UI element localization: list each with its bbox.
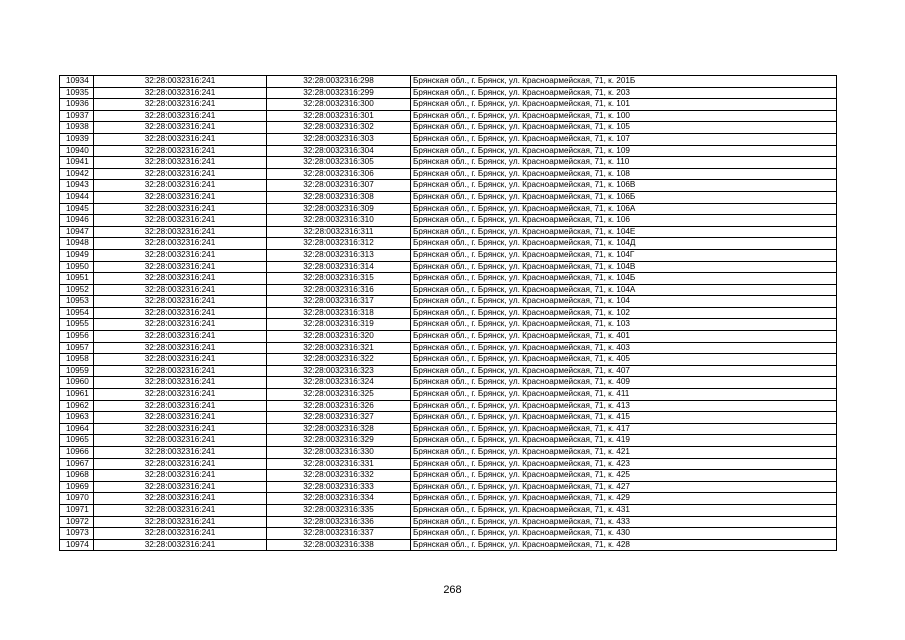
- address-cell: Брянская обл., г. Брянск, ул. Красноармейская, 71, к. 415: [411, 412, 837, 424]
- table-row: [60, 447, 837, 459]
- table-row: [60, 203, 837, 215]
- parent-cadastral-number-cell: 32:28:0032316:241: [94, 389, 267, 401]
- parent-cadastral-number-cell: 32:28:0032316:241: [94, 458, 267, 470]
- address-cell: Брянская обл., г. Брянск, ул. Красноармейская, 71, к. 428: [411, 539, 837, 551]
- parent-cadastral-number-cell: 32:28:0032316:241: [94, 516, 267, 528]
- address-cell: Брянская обл., г. Брянск, ул. Красноармейская, 71, к. 108: [411, 168, 837, 180]
- row-number-cell: 10962: [60, 400, 94, 412]
- cadastral-number-cell: 32:28:0032316:301: [267, 110, 411, 122]
- row-number-cell: 10965: [60, 435, 94, 447]
- parent-cadastral-number-cell: 32:28:0032316:241: [94, 122, 267, 134]
- address-cell: Брянская обл., г. Брянск, ул. Красноармейская, 71, к. 101: [411, 99, 837, 111]
- address-cell: Брянская обл., г. Брянск, ул. Красноармейская, 71, к. 409: [411, 377, 837, 389]
- cadastral-number-cell: 32:28:0032316:334: [267, 493, 411, 505]
- cadastral-number-cell: 32:28:0032316:300: [267, 99, 411, 111]
- table-row: [60, 458, 837, 470]
- row-number-cell: 10966: [60, 447, 94, 459]
- parent-cadastral-number-cell: 32:28:0032316:241: [94, 354, 267, 366]
- parent-cadastral-number-cell: 32:28:0032316:241: [94, 180, 267, 192]
- address-cell: Брянская обл., г. Брянск, ул. Красноармейская, 71, к. 109: [411, 145, 837, 157]
- cadastral-number-cell: 32:28:0032316:332: [267, 470, 411, 482]
- table-row: [60, 238, 837, 250]
- cadastral-number-cell: 32:28:0032316:309: [267, 203, 411, 215]
- row-number-cell: 10954: [60, 307, 94, 319]
- cadastral-number-cell: 32:28:0032316:307: [267, 180, 411, 192]
- cadastral-number-cell: 32:28:0032316:314: [267, 261, 411, 273]
- cadastral-number-cell: 32:28:0032316:321: [267, 342, 411, 354]
- table-row: [60, 226, 837, 238]
- cadastral-number-cell: 32:28:0032316:323: [267, 365, 411, 377]
- address-cell: Брянская обл., г. Брянск, ул. Красноармейская, 71, к. 403: [411, 342, 837, 354]
- parent-cadastral-number-cell: 32:28:0032316:241: [94, 203, 267, 215]
- table-row: [60, 273, 837, 285]
- address-cell: Брянская обл., г. Брянск, ул. Красноармейская, 71, к. 106Б: [411, 191, 837, 203]
- row-number-cell: 10946: [60, 215, 94, 227]
- cadastral-number-cell: 32:28:0032316:333: [267, 481, 411, 493]
- row-number-cell: 10953: [60, 296, 94, 308]
- address-cell: Брянская обл., г. Брянск, ул. Красноармейская, 71, к. 100: [411, 110, 837, 122]
- row-number-cell: 10936: [60, 99, 94, 111]
- cadastral-number-cell: 32:28:0032316:328: [267, 423, 411, 435]
- row-number-cell: 10941: [60, 157, 94, 169]
- row-number-cell: 10952: [60, 284, 94, 296]
- cadastral-number-cell: 32:28:0032316:303: [267, 133, 411, 145]
- parent-cadastral-number-cell: 32:28:0032316:241: [94, 365, 267, 377]
- row-number-cell: 10960: [60, 377, 94, 389]
- table-row: [60, 354, 837, 366]
- cadastral-number-cell: 32:28:0032316:317: [267, 296, 411, 308]
- page-number: 268: [443, 584, 462, 596]
- row-number-cell: 10944: [60, 191, 94, 203]
- table-row: [60, 528, 837, 540]
- row-number-cell: 10970: [60, 493, 94, 505]
- parent-cadastral-number-cell: 32:28:0032316:241: [94, 342, 267, 354]
- table-row: [60, 319, 837, 331]
- cadastral-number-cell: 32:28:0032316:299: [267, 87, 411, 99]
- address-cell: Брянская обл., г. Брянск, ул. Красноармейская, 71, к. 104: [411, 296, 837, 308]
- table-row: [60, 435, 837, 447]
- row-number-cell: 10968: [60, 470, 94, 482]
- cadastral-number-cell: 32:28:0032316:306: [267, 168, 411, 180]
- parent-cadastral-number-cell: 32:28:0032316:241: [94, 191, 267, 203]
- table-row: [60, 122, 837, 134]
- parent-cadastral-number-cell: 32:28:0032316:241: [94, 215, 267, 227]
- row-number-cell: 10964: [60, 423, 94, 435]
- cadastral-number-cell: 32:28:0032316:305: [267, 157, 411, 169]
- address-cell: Брянская обл., г. Брянск, ул. Красноармейская, 71, к. 102: [411, 307, 837, 319]
- address-cell: Брянская обл., г. Брянск, ул. Красноармейская, 71, к. 107: [411, 133, 837, 145]
- table-row: [60, 110, 837, 122]
- cadastral-number-cell: 32:28:0032316:304: [267, 145, 411, 157]
- cadastral-number-cell: 32:28:0032316:337: [267, 528, 411, 540]
- table-row: [60, 365, 837, 377]
- address-cell: Брянская обл., г. Брянск, ул. Красноармейская, 71, к. 433: [411, 516, 837, 528]
- table-row: [60, 423, 837, 435]
- table-row: [60, 493, 837, 505]
- table-row: [60, 331, 837, 343]
- address-cell: Брянская обл., г. Брянск, ул. Красноармейская, 71, к. 201Б: [411, 76, 837, 88]
- row-number-cell: 10938: [60, 122, 94, 134]
- table-row: [60, 180, 837, 192]
- cadastral-number-cell: 32:28:0032316:326: [267, 400, 411, 412]
- address-cell: Брянская обл., г. Брянск, ул. Красноармейская, 71, к. 104Г: [411, 249, 837, 261]
- cadastral-number-cell: 32:28:0032316:313: [267, 249, 411, 261]
- parent-cadastral-number-cell: 32:28:0032316:241: [94, 435, 267, 447]
- parent-cadastral-number-cell: 32:28:0032316:241: [94, 145, 267, 157]
- address-cell: Брянская обл., г. Брянск, ул. Красноармейская, 71, к. 104Б: [411, 273, 837, 285]
- address-cell: Брянская обл., г. Брянск, ул. Красноармейская, 71, к. 427: [411, 481, 837, 493]
- address-cell: Брянская обл., г. Брянск, ул. Красноармейская, 71, к. 104Е: [411, 226, 837, 238]
- address-cell: Брянская обл., г. Брянск, ул. Красноармейская, 71, к. 407: [411, 365, 837, 377]
- row-number-cell: 10959: [60, 365, 94, 377]
- row-number-cell: 10949: [60, 249, 94, 261]
- cadastral-number-cell: 32:28:0032316:338: [267, 539, 411, 551]
- row-number-cell: 10961: [60, 389, 94, 401]
- table-row: [60, 481, 837, 493]
- address-cell: Брянская обл., г. Брянск, ул. Красноармейская, 71, к. 105: [411, 122, 837, 134]
- row-number-cell: 10957: [60, 342, 94, 354]
- address-cell: Брянская обл., г. Брянск, ул. Красноармейская, 71, к. 110: [411, 157, 837, 169]
- cadastral-number-cell: 32:28:0032316:302: [267, 122, 411, 134]
- address-cell: Брянская обл., г. Брянск, ул. Красноармейская, 71, к. 423: [411, 458, 837, 470]
- row-number-cell: 10942: [60, 168, 94, 180]
- cadastral-number-cell: 32:28:0032316:298: [267, 76, 411, 88]
- address-cell: Брянская обл., г. Брянск, ул. Красноармейская, 71, к. 413: [411, 400, 837, 412]
- row-number-cell: 10967: [60, 458, 94, 470]
- table-row: [60, 342, 837, 354]
- table-row: [60, 504, 837, 516]
- cadastral-number-cell: 32:28:0032316:308: [267, 191, 411, 203]
- address-cell: Брянская обл., г. Брянск, ул. Красноармейская, 71, к. 106В: [411, 180, 837, 192]
- cadastral-number-cell: 32:28:0032316:330: [267, 447, 411, 459]
- parent-cadastral-number-cell: 32:28:0032316:241: [94, 481, 267, 493]
- address-cell: Брянская обл., г. Брянск, ул. Красноармейская, 71, к. 401: [411, 331, 837, 343]
- row-number-cell: 10971: [60, 504, 94, 516]
- parent-cadastral-number-cell: 32:28:0032316:241: [94, 493, 267, 505]
- address-cell: Брянская обл., г. Брянск, ул. Красноармейская, 71, к. 203: [411, 87, 837, 99]
- cadastral-number-cell: 32:28:0032316:331: [267, 458, 411, 470]
- parent-cadastral-number-cell: 32:28:0032316:241: [94, 157, 267, 169]
- parent-cadastral-number-cell: 32:28:0032316:241: [94, 504, 267, 516]
- row-number-cell: 10947: [60, 226, 94, 238]
- row-number-cell: 10935: [60, 87, 94, 99]
- parent-cadastral-number-cell: 32:28:0032316:241: [94, 238, 267, 250]
- parent-cadastral-number-cell: 32:28:0032316:241: [94, 319, 267, 331]
- cadastral-number-cell: 32:28:0032316:336: [267, 516, 411, 528]
- cadastral-number-cell: 32:28:0032316:325: [267, 389, 411, 401]
- row-number-cell: 10937: [60, 110, 94, 122]
- cadastral-number-cell: 32:28:0032316:310: [267, 215, 411, 227]
- property-table: [59, 75, 837, 551]
- table-row: [60, 133, 837, 145]
- row-number-cell: 10972: [60, 516, 94, 528]
- row-number-cell: 10940: [60, 145, 94, 157]
- parent-cadastral-number-cell: 32:28:0032316:241: [94, 99, 267, 111]
- address-cell: Брянская обл., г. Брянск, ул. Красноармейская, 71, к. 104В: [411, 261, 837, 273]
- parent-cadastral-number-cell: 32:28:0032316:241: [94, 133, 267, 145]
- table-row: [60, 400, 837, 412]
- parent-cadastral-number-cell: 32:28:0032316:241: [94, 76, 267, 88]
- row-number-cell: 10969: [60, 481, 94, 493]
- table-row: [60, 261, 837, 273]
- row-number-cell: 10958: [60, 354, 94, 366]
- row-number-cell: 10934: [60, 76, 94, 88]
- parent-cadastral-number-cell: 32:28:0032316:241: [94, 226, 267, 238]
- cadastral-number-cell: 32:28:0032316:320: [267, 331, 411, 343]
- parent-cadastral-number-cell: 32:28:0032316:241: [94, 377, 267, 389]
- row-number-cell: 10973: [60, 528, 94, 540]
- cadastral-number-cell: 32:28:0032316:312: [267, 238, 411, 250]
- table-row: [60, 249, 837, 261]
- row-number-cell: 10974: [60, 539, 94, 551]
- table-row: [60, 412, 837, 424]
- parent-cadastral-number-cell: 32:28:0032316:241: [94, 284, 267, 296]
- table-row: [60, 377, 837, 389]
- row-number-cell: 10945: [60, 203, 94, 215]
- parent-cadastral-number-cell: 32:28:0032316:241: [94, 296, 267, 308]
- row-number-cell: 10950: [60, 261, 94, 273]
- address-cell: Брянская обл., г. Брянск, ул. Красноармейская, 71, к. 411: [411, 389, 837, 401]
- row-number-cell: 10963: [60, 412, 94, 424]
- cadastral-number-cell: 32:28:0032316:316: [267, 284, 411, 296]
- parent-cadastral-number-cell: 32:28:0032316:241: [94, 261, 267, 273]
- row-number-cell: 10939: [60, 133, 94, 145]
- parent-cadastral-number-cell: 32:28:0032316:241: [94, 528, 267, 540]
- cadastral-number-cell: 32:28:0032316:324: [267, 377, 411, 389]
- table-row: [60, 296, 837, 308]
- table-row: [60, 99, 837, 111]
- parent-cadastral-number-cell: 32:28:0032316:241: [94, 110, 267, 122]
- address-cell: Брянская обл., г. Брянск, ул. Красноармейская, 71, к. 104А: [411, 284, 837, 296]
- table-row: [60, 87, 837, 99]
- address-cell: Брянская обл., г. Брянск, ул. Красноармейская, 71, к. 405: [411, 354, 837, 366]
- row-number-cell: 10943: [60, 180, 94, 192]
- address-cell: Брянская обл., г. Брянск, ул. Красноармейская, 71, к. 431: [411, 504, 837, 516]
- table-row: [60, 539, 837, 551]
- row-number-cell: 10955: [60, 319, 94, 331]
- table-body: [60, 76, 837, 551]
- address-cell: Брянская обл., г. Брянск, ул. Красноармейская, 71, к. 421: [411, 447, 837, 459]
- table-row: [60, 516, 837, 528]
- parent-cadastral-number-cell: 32:28:0032316:241: [94, 87, 267, 99]
- table-row: [60, 76, 837, 88]
- address-cell: Брянская обл., г. Брянск, ул. Красноармейская, 71, к. 419: [411, 435, 837, 447]
- cadastral-number-cell: 32:28:0032316:311: [267, 226, 411, 238]
- table-row: [60, 168, 837, 180]
- table-row: [60, 215, 837, 227]
- parent-cadastral-number-cell: 32:28:0032316:241: [94, 400, 267, 412]
- address-cell: Брянская обл., г. Брянск, ул. Красноармейская, 71, к. 106: [411, 215, 837, 227]
- address-cell: Брянская обл., г. Брянск, ул. Красноармейская, 71, к. 417: [411, 423, 837, 435]
- row-number-cell: 10956: [60, 331, 94, 343]
- address-cell: Брянская обл., г. Брянск, ул. Красноармейская, 71, к. 430: [411, 528, 837, 540]
- row-number-cell: 10948: [60, 238, 94, 250]
- cadastral-number-cell: 32:28:0032316:329: [267, 435, 411, 447]
- address-cell: Брянская обл., г. Брянск, ул. Красноармейская, 71, к. 425: [411, 470, 837, 482]
- parent-cadastral-number-cell: 32:28:0032316:241: [94, 423, 267, 435]
- address-cell: Брянская обл., г. Брянск, ул. Красноармейская, 71, к. 104Д: [411, 238, 837, 250]
- parent-cadastral-number-cell: 32:28:0032316:241: [94, 447, 267, 459]
- table-row: [60, 307, 837, 319]
- parent-cadastral-number-cell: 32:28:0032316:241: [94, 412, 267, 424]
- table-row: [60, 284, 837, 296]
- address-cell: Брянская обл., г. Брянск, ул. Красноармейская, 71, к. 106А: [411, 203, 837, 215]
- parent-cadastral-number-cell: 32:28:0032316:241: [94, 273, 267, 285]
- table-row: [60, 389, 837, 401]
- parent-cadastral-number-cell: 32:28:0032316:241: [94, 331, 267, 343]
- address-cell: Брянская обл., г. Брянск, ул. Красноармейская, 71, к. 103: [411, 319, 837, 331]
- cadastral-number-cell: 32:28:0032316:335: [267, 504, 411, 516]
- parent-cadastral-number-cell: 32:28:0032316:241: [94, 249, 267, 261]
- parent-cadastral-number-cell: 32:28:0032316:241: [94, 307, 267, 319]
- cadastral-number-cell: 32:28:0032316:327: [267, 412, 411, 424]
- parent-cadastral-number-cell: 32:28:0032316:241: [94, 168, 267, 180]
- table-row: [60, 191, 837, 203]
- table-row: [60, 157, 837, 169]
- row-number-cell: 10951: [60, 273, 94, 285]
- parent-cadastral-number-cell: 32:28:0032316:241: [94, 470, 267, 482]
- cadastral-number-cell: 32:28:0032316:322: [267, 354, 411, 366]
- parent-cadastral-number-cell: 32:28:0032316:241: [94, 539, 267, 551]
- table-row: [60, 145, 837, 157]
- cadastral-number-cell: 32:28:0032316:318: [267, 307, 411, 319]
- cadastral-number-cell: 32:28:0032316:319: [267, 319, 411, 331]
- table-row: [60, 470, 837, 482]
- address-cell: Брянская обл., г. Брянск, ул. Красноармейская, 71, к. 429: [411, 493, 837, 505]
- cadastral-number-cell: 32:28:0032316:315: [267, 273, 411, 285]
